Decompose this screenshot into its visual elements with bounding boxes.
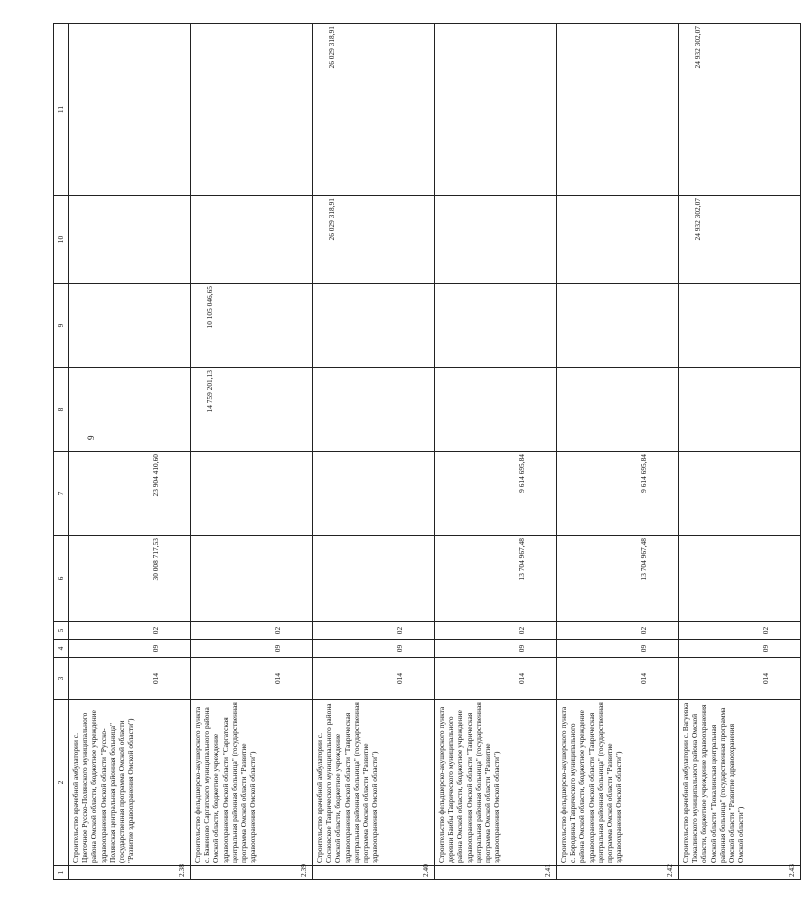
table-row <box>191 24 313 880</box>
amount-cell: 9 614 695,84 <box>435 452 557 536</box>
code-cell: 014 <box>679 658 801 700</box>
code-cell: 09 <box>313 640 435 658</box>
object-name: Строительство врачебной амбулатории с. Вагуевка Тюкалинского муниципального района Омской области, бюджетное учреждение здравоохранения Омской области "Тюкалинская центральная районная больница" (государственная программа Омской области "Развитие здравоохранения Омской области") <box>679 700 801 866</box>
amount-cell: 14 759 201,13 <box>191 368 313 452</box>
page-number: 9 <box>86 435 96 440</box>
object-name: Строительство врачебной амбулатории с. Сосновское Таврического муниципального района Омской области, бюджетное учреждение здравоохранения Омской области "Таврическая центральная районная больница" (государственная программа Омской области "Развитие здравоохранения Омской области") <box>313 700 435 866</box>
amount-cell <box>69 24 191 196</box>
amount-cell <box>557 284 679 368</box>
col-header: 9 <box>54 284 69 368</box>
code-cell: 09 <box>557 640 679 658</box>
col-header: 10 <box>54 196 69 284</box>
amount-cell: 23 904 410,60 <box>69 452 191 536</box>
col-header: 5 <box>54 622 69 640</box>
code-cell: 02 <box>679 622 801 640</box>
amount-cell <box>557 368 679 452</box>
row-number: 2.41 <box>435 866 557 880</box>
table-row <box>313 24 435 880</box>
object-name: Строительство фельдшерско-акушерского пункта с. Баженово Саргатского муниципального района Омской области, бюджетное учреждение здравоохранения Омской области "Саргатская центральная районная больница" (государственная программа Омской области "Развитие здравоохранения Омской области") <box>191 700 313 866</box>
amount-cell: 9 614 695,84 <box>557 452 679 536</box>
row-number: 2.38 <box>69 866 191 880</box>
col-header: 4 <box>54 640 69 658</box>
col-header: 3 <box>54 658 69 700</box>
amount-cell <box>679 452 801 536</box>
amount-cell <box>69 368 191 452</box>
amount-cell: 30 008 717,53 <box>69 536 191 622</box>
amount-cell <box>191 536 313 622</box>
amount-cell <box>191 196 313 284</box>
amount-cell <box>191 452 313 536</box>
amount-cell <box>69 196 191 284</box>
table-row <box>679 24 801 880</box>
code-cell: 09 <box>679 640 801 658</box>
code-cell: 014 <box>313 658 435 700</box>
code-cell: 02 <box>191 622 313 640</box>
rotated-table-container <box>53 24 796 880</box>
code-cell: 02 <box>69 622 191 640</box>
amount-cell: 10 105 046,65 <box>191 284 313 368</box>
code-cell: 02 <box>435 622 557 640</box>
code-cell: 014 <box>191 658 313 700</box>
code-cell: 014 <box>435 658 557 700</box>
object-name: Строительство врачебной амбулатории с. Цветочное Русско-Полянского муниципального района Омской области, бюджетное учреждение здравоохранения Омской области "Русско-Полянская центральная районная больница" (государственная программа Омской области "Развитие здравоохранения Омской области") <box>69 700 191 866</box>
amount-cell <box>313 284 435 368</box>
code-cell: 09 <box>191 640 313 658</box>
code-cell: 09 <box>69 640 191 658</box>
code-cell: 014 <box>69 658 191 700</box>
object-name: Строительство фельдшерско-акушерского пункта с. Бородинка Таврического муниципального района Омской области, бюджетное учреждение здравоохранения Омской области "Таврическая центральная районная больница" (государственная программа Омской области "Развитие здравоохранения Омской области") <box>557 700 679 866</box>
amount-cell <box>435 368 557 452</box>
col-header: 11 <box>54 24 69 196</box>
amount-cell <box>679 368 801 452</box>
code-cell: 02 <box>313 622 435 640</box>
col-header: 1 <box>54 866 69 880</box>
code-cell: 014 <box>557 658 679 700</box>
row-number: 2.43 <box>679 866 801 880</box>
amount-cell: 26 029 318,91 <box>313 24 435 196</box>
row-number: 2.39 <box>191 866 313 880</box>
amount-cell <box>557 24 679 196</box>
table-row <box>435 24 557 880</box>
code-cell: 02 <box>557 622 679 640</box>
amount-cell <box>313 452 435 536</box>
object-name: Строительство фельдшерско-акушерского пункта деревни Баибы Таврического муниципального района Омской области, бюджетное учреждение здравоохранения Омской области "Таврическая центральная районная больница" (государственная программа Омской области "Развитие здравоохранения Омской области") <box>435 700 557 866</box>
header-row <box>54 24 69 880</box>
table-row <box>69 24 191 880</box>
row-number: 2.42 <box>557 866 679 880</box>
amount-cell: 24 932 302,07 <box>679 24 801 196</box>
amount-cell <box>313 368 435 452</box>
amount-cell <box>313 536 435 622</box>
col-header: 7 <box>54 452 69 536</box>
col-header: 2 <box>54 700 69 866</box>
amount-cell: 26 029 318,91 <box>313 196 435 284</box>
table-row <box>557 24 679 880</box>
amount-cell <box>679 284 801 368</box>
amount-cell: 13 704 967,48 <box>435 536 557 622</box>
amount-cell <box>69 284 191 368</box>
col-header: 8 <box>54 368 69 452</box>
amount-cell <box>191 24 313 196</box>
col-header: 6 <box>54 536 69 622</box>
budget-table <box>53 23 801 880</box>
amount-cell <box>679 536 801 622</box>
amount-cell: 13 704 967,48 <box>557 536 679 622</box>
row-number: 2.40 <box>313 866 435 880</box>
amount-cell: 24 932 302,07 <box>679 196 801 284</box>
code-cell: 09 <box>435 640 557 658</box>
amount-cell <box>435 196 557 284</box>
amount-cell <box>557 196 679 284</box>
amount-cell <box>435 24 557 196</box>
amount-cell <box>435 284 557 368</box>
